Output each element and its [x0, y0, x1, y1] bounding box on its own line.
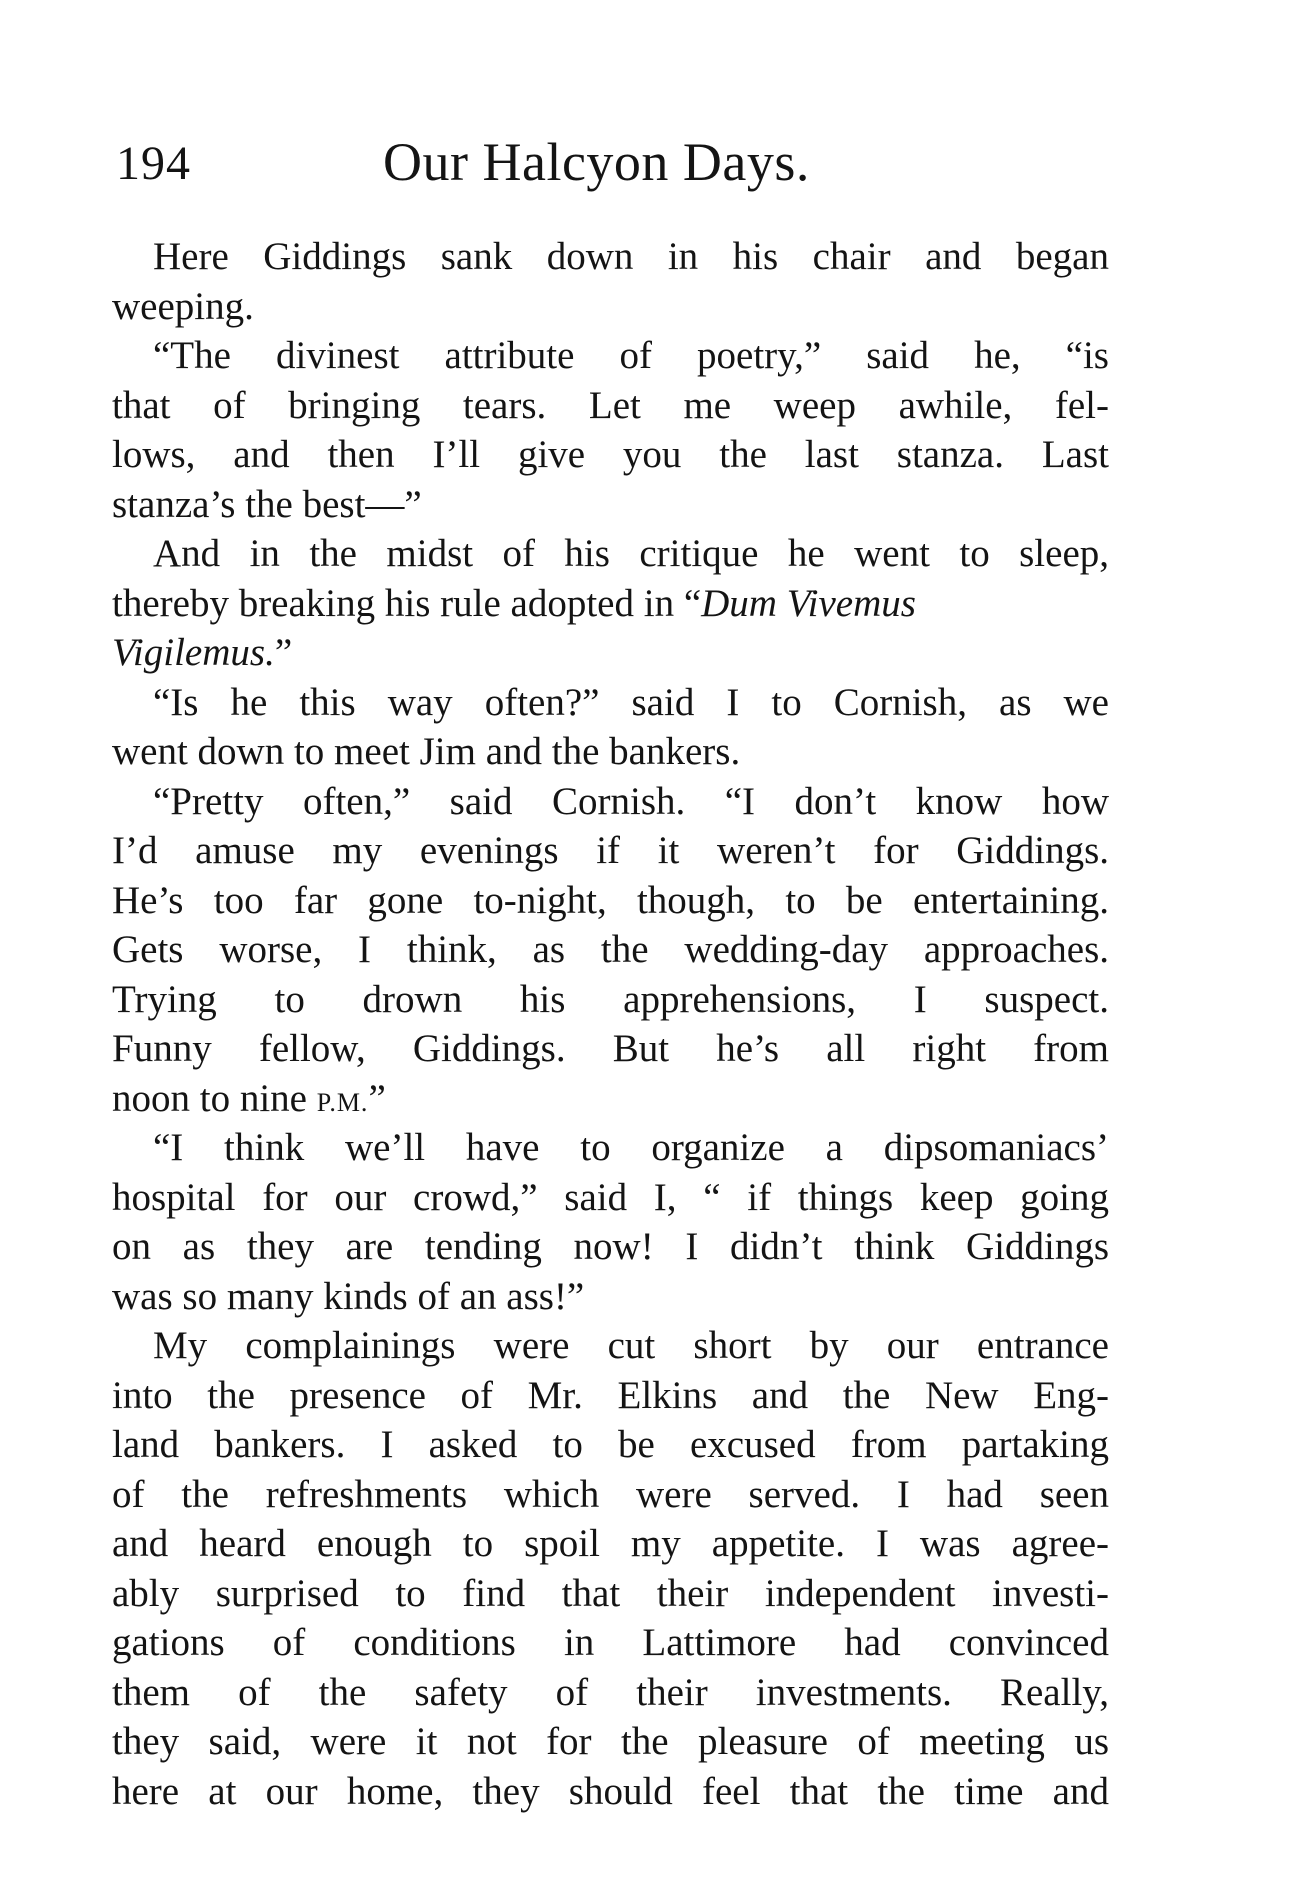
italic-title: Dum Vivemus — [701, 581, 916, 625]
text-line — [112, 1074, 1109, 1124]
text-line: My complainings were cut short by our entrance — [153, 1324, 1109, 1367]
text-line: was so many kinds of an ass!” — [112, 1274, 585, 1318]
text-line: I’d amuse my evenings if it weren’t for Giddings. — [112, 829, 1109, 872]
text-line: went down to meet Jim and the bankers. — [112, 730, 741, 773]
text-line: “The divinest attribute of poetry,” said he, “is — [153, 334, 1109, 377]
text-line: on as they are tending now! I didn’t think Giddings — [112, 1225, 1109, 1268]
text-line: gations of conditions in Lattimore had convinced — [112, 1621, 1109, 1664]
text-line: Trying to drown his apprehensions, I suspect. — [112, 977, 1109, 1021]
text-segment: thereby breaking his rule adopted in “ — [112, 581, 702, 625]
body-text — [112, 232, 1109, 1816]
text-line: here at our home, they should feel that the time and — [112, 1769, 1109, 1813]
text-segment: noon to nine — [112, 1076, 317, 1120]
page-number: 194 — [116, 137, 191, 190]
text-line: that of bringing tears. Let me weep awhile, fel- — [112, 383, 1109, 427]
text-line: they said, were it not for the pleasure of meeting us — [112, 1720, 1109, 1763]
text-line: them of the safety of their investments. Really, — [112, 1670, 1109, 1714]
small-caps-pm: P.M. — [316, 1087, 369, 1117]
text-line: hospital for our crowd,” said I, “ if things keep going — [112, 1175, 1109, 1219]
text-line: Gets worse, I think, as the wedding-day approaches. — [112, 928, 1109, 971]
text-line: land bankers. I asked to be excused from partaking — [112, 1423, 1109, 1466]
text-line: He’s too far gone to-night, though, to be entertaining. — [112, 878, 1109, 922]
text-line: Funny fellow, Giddings. But he’s all right from — [112, 1027, 1109, 1070]
text-segment: ” — [274, 631, 293, 674]
italic-title: Vigilemus. — [112, 631, 275, 674]
text-line: into the presence of Mr. Elkins and the New Eng- — [112, 1373, 1109, 1417]
text-line: of the refreshments which were served. I had seen — [112, 1472, 1109, 1516]
text-segment: ” — [368, 1076, 386, 1120]
text-line: stanza’s the best—” — [112, 482, 422, 526]
running-head-title: Our Halcyon Days. — [383, 132, 810, 192]
text-line: Here Giddings sank down in his chair and began — [153, 235, 1109, 278]
text-line: lows, and then I’ll give you the last stanza. Last — [112, 433, 1109, 476]
text-line: “Is he this way often?” said I to Cornish, as we — [153, 680, 1109, 724]
text-line: “I think we’ll have to organize a dipsomaniacs’ — [153, 1126, 1109, 1169]
text-line: and heard enough to spoil my appetite. I was agree- — [112, 1522, 1109, 1565]
text-line: And in the midst of his critique he went to sleep, — [153, 532, 1109, 575]
text-line: ably surprised to find that their independent investi- — [112, 1571, 1109, 1615]
text-line — [112, 628, 1109, 678]
text-line: weeping. — [112, 284, 254, 328]
text-line: “Pretty often,” said Cornish. “I don’t know how — [153, 779, 1109, 823]
text-line — [112, 579, 1109, 629]
